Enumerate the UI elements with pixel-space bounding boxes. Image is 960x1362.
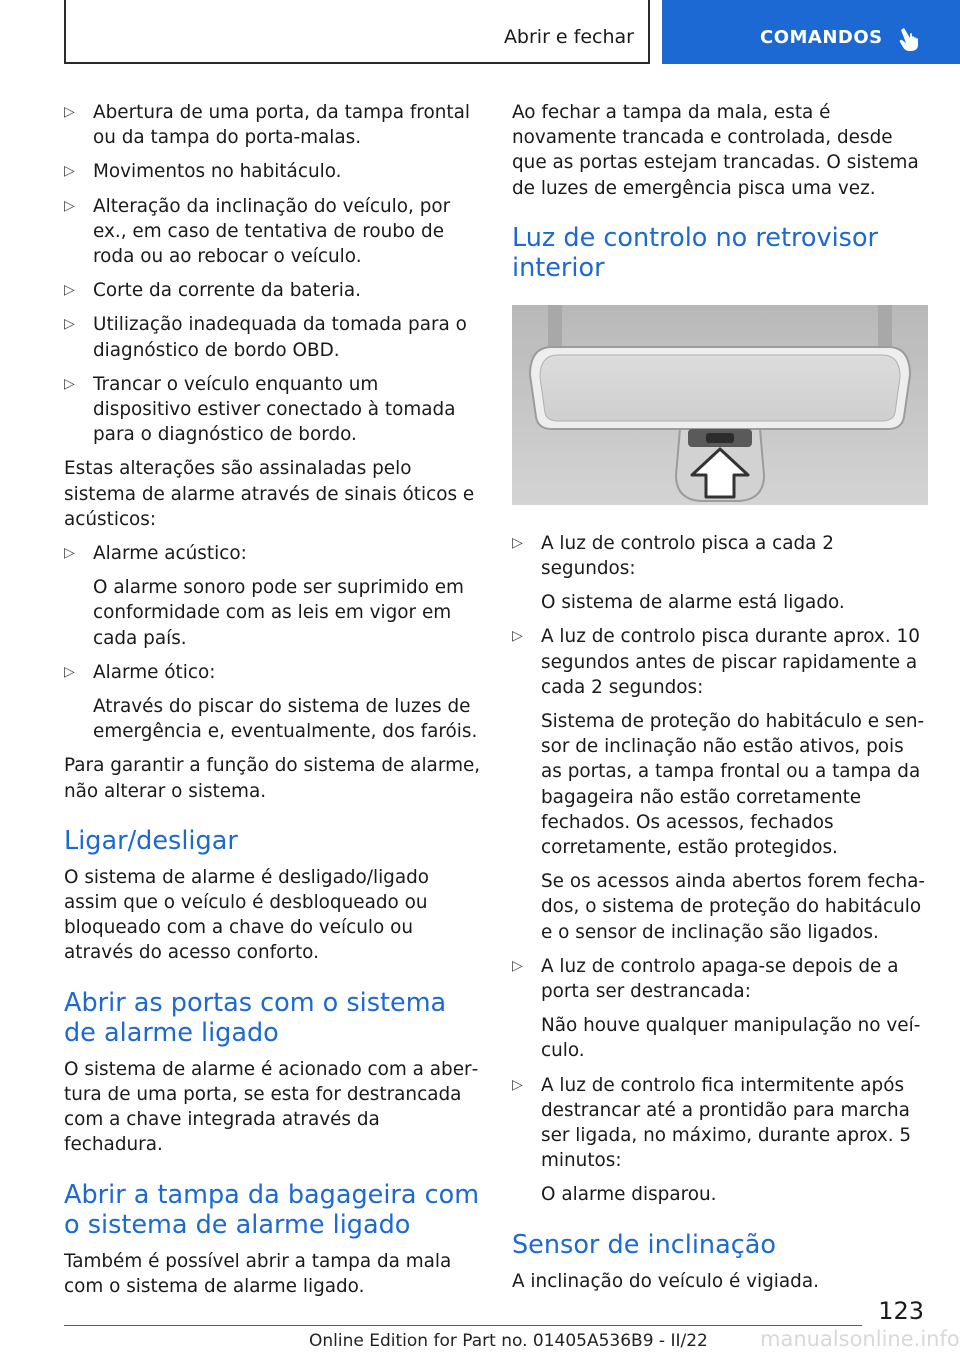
triangle-bullet-icon: ▷ (512, 628, 523, 645)
paragraph: Para garantir a função do sistema de alarme, não alterar o sistema. (64, 755, 481, 802)
list-item: ▷ Trancar o veículo enquanto um dispositivo estiver conectado à tomada para o diagnóstico de bordo. (64, 373, 456, 446)
paragraph: Também é possível abrir a tampa da mala com o sistema de alarme ligado. (64, 1250, 452, 1297)
triangle-bullet-icon: ▷ (64, 282, 75, 299)
list-item: ▷ Alteração da inclinação do veículo, por ex., em caso de tentativa de roubo de roda ou ao rebocar o veículo. (64, 195, 451, 268)
paragraph: O sistema de alarme é acionado com a abertura de uma porta, se esta for destrancada com a chave integrada através da fechadura. (64, 1058, 479, 1156)
footer-divider (64, 1325, 862, 1326)
triangle-bullet-icon: ▷ (64, 375, 75, 392)
heading-ligar: Ligar/desligar (64, 825, 238, 856)
paragraph: A inclinação do veículo é vigiada. (512, 1270, 819, 1292)
triangle-bullet-icon: ▷ (512, 534, 523, 551)
page-number: 123 (878, 1297, 924, 1325)
list-item: ▷ Alarme acústico: (64, 541, 482, 566)
heading-luz-controlo: Luz de controlo no retrovisor interior (512, 222, 879, 283)
triangle-bullet-icon: ▷ (64, 197, 75, 214)
list-item-description: Sistema de proteção do habitáculo e sensor de inclinação não estão ativos, pois as portas, a tampa frontal ou a tampa da bagageira não estão corretamente fechados. Os acessos, fechados corretamente, estão protegidos. (541, 711, 925, 859)
list-item-description: O alarme sonoro pode ser suprimido em conformidade com as leis em vigor em cada país. (93, 577, 464, 649)
list-item: ▷ A luz de controlo fica intermitente após destrancar até a prontidão para marcha ser ligada, no máximo, durante aprox. 5 minutos: (512, 1074, 912, 1172)
chapter-tab (662, 0, 960, 64)
paragraph: Estas alterações são assinaladas pelo sistema de alarme através de sinais óticos e acústicos: (64, 458, 475, 530)
list-item-description: Se os acessos ainda abertos forem fechados, o sistema de proteção do habitáculo e o sensor de inclinação são ligados. (541, 871, 926, 943)
section-title: Abrir e fechar (503, 26, 634, 48)
triangle-bullet-icon: ▷ (64, 104, 75, 120)
triangle-bullet-icon: ▷ (64, 316, 75, 333)
triangle-bullet-icon: ▷ (64, 163, 75, 180)
header-section-box (64, 0, 650, 64)
right-column (512, 100, 930, 1303)
rearview-mirror-illustration (512, 305, 928, 505)
list-item-description: O alarme disparou. (541, 1184, 717, 1206)
list-item: ▷ A luz de controlo apaga-se depois de a porta ser destrancada: (512, 955, 899, 1003)
list-item: ▷ Corte da corrente da bateria. (64, 278, 482, 303)
hand-pointer-icon (898, 26, 922, 52)
list-item: ▷ A luz de controlo pisca durante aprox. 10 segundos antes de piscar rapidamente a cada 2 segundos: (512, 626, 920, 698)
chapter-title: COMANDOS (760, 27, 883, 48)
paragraph: Ao fechar a tampa da mala, esta é novamente trancada e controlada, desde que as portas estejam trancadas. O sistema de luzes de emergência pisca uma vez. (512, 102, 919, 199)
triangle-bullet-icon: ▷ (64, 663, 75, 680)
list-item: ▷ Movimentos no habitáculo. (64, 159, 482, 184)
list-item-description: O sistema de alarme está ligado. (541, 592, 845, 614)
triangle-bullet-icon: ▷ (512, 957, 523, 974)
watermark: manualsonline.info (760, 1327, 960, 1351)
list-item: ▷ A luz de controlo pisca a cada 2 segundos: (512, 532, 834, 580)
paragraph: O sistema de alarme é desligado/ligado assim que o veículo é desbloqueado ou bloqueado com a chave do veículo ou através do acesso conforto. (64, 866, 430, 964)
list-item: ▷ Alarme ótico: (64, 660, 482, 685)
left-column (64, 100, 482, 1308)
heading-portas: Abrir as portas com o sistema de alarme ligado (64, 987, 447, 1048)
list-item: ▷ Abertura de uma porta, da tampa frontal ou da tampa do porta-malas. (64, 102, 470, 149)
edition-note: Online Edition for Part no. 01405A536B9 - II/22 (309, 1331, 708, 1351)
list-item-description: Através do piscar do sistema de luzes de emergência e, eventualmente, dos faróis. (93, 696, 478, 743)
triangle-bullet-icon: ▷ (512, 1076, 523, 1093)
heading-bagageira: Abrir a tampa da bagageira com o sistema de alarme ligado (64, 1179, 480, 1240)
list-item-description: Não houve qualquer manipulação no veículo. (541, 1015, 921, 1062)
triangle-bullet-icon: ▷ (64, 545, 75, 562)
heading-sensor: Sensor de inclinação (512, 1229, 776, 1260)
list-item: ▷ Utilização inadequada da tomada para o diagnóstico de bordo OBD. (64, 314, 467, 361)
